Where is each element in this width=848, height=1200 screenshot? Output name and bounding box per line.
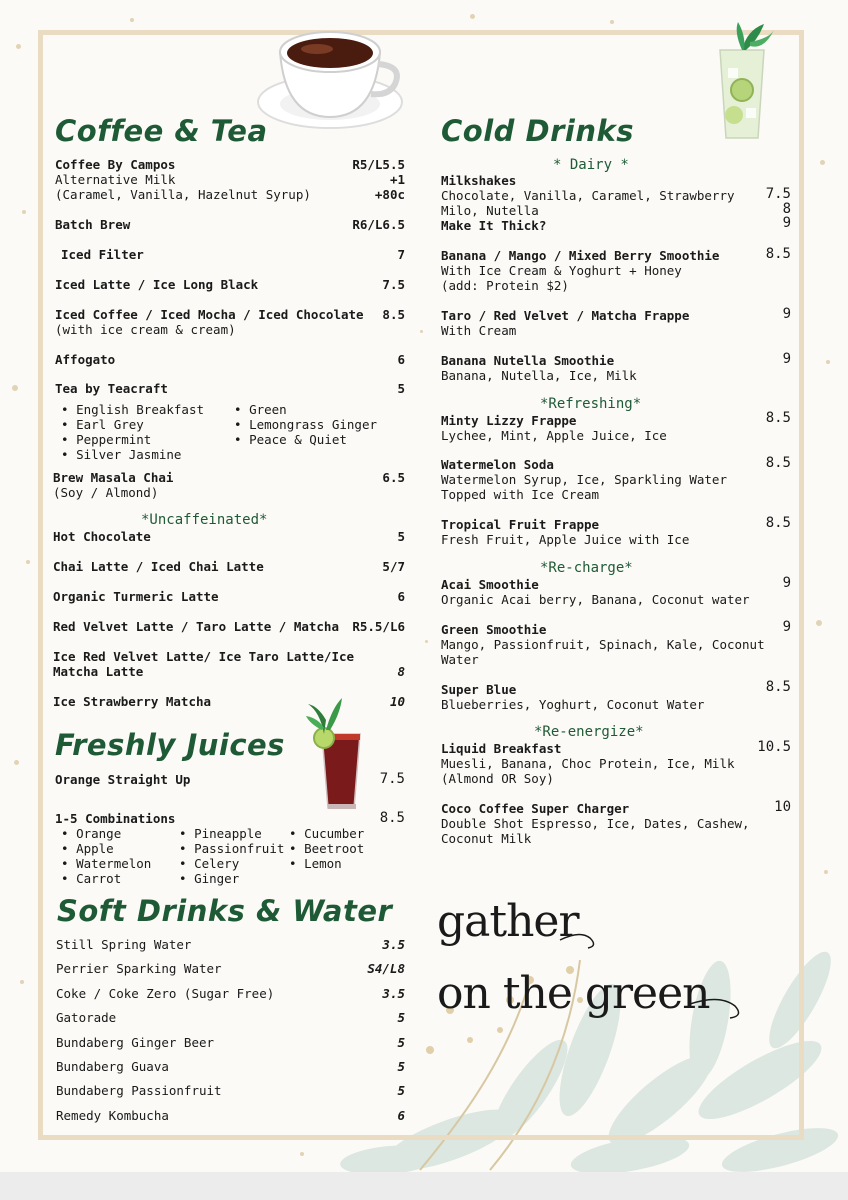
juice-glass-icon (302, 690, 368, 815)
menu-item-desc: Topped with Ice Cream (441, 487, 600, 502)
mojito-glass-icon (712, 20, 777, 145)
menu-item-price: 5 (397, 1059, 405, 1074)
brand-logo-line2: on the green (437, 968, 710, 1019)
recharge-subheading: *Re-charge* (540, 560, 633, 576)
menu-item-price: 9 (782, 351, 791, 367)
juice-option: • Orange (61, 826, 122, 841)
menu-item-price: 6 (397, 1108, 405, 1123)
menu-item-name: Bundaberg Passionfruit (56, 1083, 222, 1098)
menu-item-name: Bundaberg Ginger Beer (56, 1035, 215, 1050)
menu-item-desc: Watermelon Syrup, Ice, Sparkling Water (441, 472, 727, 487)
menu-item-desc: With Cream (441, 323, 517, 338)
menu-item-price: +1 (389, 172, 405, 187)
menu-item-price: 3.5 (382, 986, 405, 1001)
menu-item-name: Matcha Latte (53, 664, 144, 679)
menu-item-name: Gatorade (56, 1010, 117, 1025)
tea-list-item: • Silver Jasmine (61, 447, 182, 462)
menu-item-name: Bundaberg Guava (56, 1059, 169, 1074)
coffee-tea-heading: Coffee & Tea (55, 114, 268, 148)
menu-item-name: Acai Smoothie (441, 577, 539, 592)
menu-item-desc: (Soy / Almond) (53, 485, 159, 500)
menu-item-desc: Coconut Milk (441, 831, 532, 846)
menu-item-desc: Water (441, 652, 479, 667)
menu-item-price: 8.5 (765, 515, 791, 531)
menu-item-price: 5 (397, 381, 405, 396)
menu-item-name: Make It Thick? (441, 218, 547, 233)
menu-item-desc: Banana, Nutella, Ice, Milk (441, 368, 637, 383)
menu-item-price: 9 (782, 215, 791, 231)
menu-item-price: R5.5/L6 (352, 619, 405, 634)
menu-item-desc: Mango, Passionfruit, Spinach, Kale, Coconut (441, 637, 765, 652)
menu-item-price: 5 (397, 529, 405, 544)
menu-item-desc: Organic Acai berry, Banana, Coconut water (441, 592, 750, 607)
menu-item-name: Ice Red Velvet Latte/ Ice Taro Latte/Ice (53, 649, 355, 664)
menu-item-name: Liquid Breakfast (441, 741, 562, 756)
menu-item-price: 6 (397, 352, 405, 367)
menu-item-price: 5 (397, 1083, 405, 1098)
tea-list-item: • Peace & Quiet (234, 432, 347, 447)
juices-heading: Freshly Juices (55, 728, 285, 762)
menu-item-price: +80c (374, 187, 405, 202)
menu-item-price: 10 (389, 694, 405, 709)
menu-item-name: Taro / Red Velvet / Matcha Frappe (441, 308, 690, 323)
juice-option: • Lemon (289, 856, 342, 871)
refreshing-subheading: *Refreshing* (540, 396, 642, 412)
menu-item-desc: Fresh Fruit, Apple Juice with Ice (441, 532, 690, 547)
menu-item-price: 3.5 (382, 937, 405, 952)
menu-item-name: Coco Coffee Super Charger (441, 801, 630, 816)
menu-item-name: Banana Nutella Smoothie (441, 353, 615, 368)
menu-item-name: Red Velvet Latte / Taro Latte / Matcha (53, 619, 339, 634)
menu-item-name: Coke / Coke Zero (Sugar Free) (56, 986, 275, 1001)
menu-item-name: Green Smoothie (441, 622, 547, 637)
menu-item-name: Organic Turmeric Latte (53, 589, 219, 604)
menu-item-name: Iced Coffee / Iced Mocha / Iced Chocolate (55, 307, 364, 322)
menu-item-price: 7.5 (765, 186, 791, 202)
menu-item-desc: Muesli, Banana, Choc Protein, Ice, Milk (441, 756, 735, 771)
menu-item-desc: (Almond OR Soy) (441, 771, 554, 786)
menu-item-price: 7.5 (379, 771, 405, 787)
menu-item-desc: Chocolate, Vanilla, Caramel, Strawberry (441, 188, 735, 203)
menu-item-name: Brew Masala Chai (53, 470, 174, 485)
brand-logo-line1: gather (437, 896, 579, 947)
menu-item-price: 8.5 (765, 679, 791, 695)
juice-option: • Apple (61, 841, 114, 856)
menu-item-name: Batch Brew (55, 217, 131, 232)
juice-option: • Beetroot (289, 841, 365, 856)
juice-option: • Carrot (61, 871, 122, 886)
tea-list-item: • English Breakfast (61, 402, 204, 417)
coffee-cup-icon (255, 22, 405, 142)
bottom-bar (0, 1172, 848, 1200)
menu-item-price: 9 (782, 575, 791, 591)
menu-item-price: 8.5 (765, 246, 791, 262)
menu-item-price: 5/7 (382, 559, 405, 574)
menu-item-price: R5/L5.5 (352, 157, 405, 172)
dairy-subheading: * Dairy * (553, 157, 629, 173)
menu-item-price: 8.5 (379, 810, 405, 826)
menu-item-desc: (add: Protein $2) (441, 278, 569, 293)
tea-list-item: • Earl Grey (61, 417, 144, 432)
menu-item-name: 1-5 Combinations (55, 811, 176, 826)
juice-option: • Celery (179, 856, 240, 871)
menu-item-price: 7.5 (382, 277, 405, 292)
menu-item-name: Iced Latte / Ice Long Black (55, 277, 259, 292)
menu-item-name: Milkshakes (441, 173, 517, 188)
menu-item-price: 10.5 (757, 739, 791, 755)
menu-item-name: Minty Lizzy Frappe (441, 413, 577, 428)
tea-list-item: • Lemongrass Ginger (234, 417, 377, 432)
menu-item-price: 6.5 (382, 470, 405, 485)
juice-option: • Ginger (179, 871, 240, 886)
menu-item-desc: Lychee, Mint, Apple Juice, Ice (441, 428, 667, 443)
uncaffeinated-subheading: *Uncaffeinated* (141, 512, 268, 528)
menu-item-price: 8 (397, 664, 405, 679)
menu-item-name: Iced Filter (61, 247, 144, 262)
menu-item-name: Still Spring Water (56, 937, 192, 952)
menu-item-price: S4/L8 (367, 961, 405, 976)
menu-item-price: 6 (397, 589, 405, 604)
menu-item-name: Super Blue (441, 682, 517, 697)
menu-item-price: 9 (782, 306, 791, 322)
menu-item-price: 7 (397, 247, 405, 262)
menu-item-name: (Caramel, Vanilla, Hazelnut Syrup) (55, 187, 311, 202)
menu-item-price: 5 (397, 1035, 405, 1050)
menu-item-name: Hot Chocolate (53, 529, 151, 544)
menu-item-price: R6/L6.5 (352, 217, 405, 232)
menu-item-price: 5 (397, 1010, 405, 1025)
menu-item-name: Remedy Kombucha (56, 1108, 169, 1123)
menu-item-name: Orange Straight Up (55, 772, 191, 787)
menu-item-desc: Blueberries, Yoghurt, Coconut Water (441, 697, 705, 712)
menu-item-name: Tropical Fruit Frappe (441, 517, 600, 532)
menu-item-name: Watermelon Soda (441, 457, 554, 472)
menu-item-price: 8 (782, 201, 791, 217)
menu-item-desc: Double Shot Espresso, Ice, Dates, Cashew, (441, 816, 750, 831)
menu-item-name: Perrier Sparking Water (56, 961, 222, 976)
logo-flourish (560, 924, 760, 1034)
menu-item-desc: Milo, Nutella (441, 203, 539, 218)
menu-item-name: Ice Strawberry Matcha (53, 694, 212, 709)
menu-item-desc: (with ice cream & cream) (55, 322, 236, 337)
cold-drinks-heading: Cold Drinks (441, 114, 635, 148)
menu-item-name: Banana / Mango / Mixed Berry Smoothie (441, 248, 720, 263)
menu-item-price: 8.5 (765, 410, 791, 426)
menu-item-name: Coffee By Campos (55, 157, 176, 172)
soft-drinks-heading: Soft Drinks & Water (57, 894, 393, 928)
menu-item-desc: With Ice Cream & Yoghurt + Honey (441, 263, 682, 278)
menu-item-price: 8.5 (382, 307, 405, 322)
juice-option: • Watermelon (61, 856, 152, 871)
menu-item-price: 8.5 (765, 455, 791, 471)
juice-option: • Cucumber (289, 826, 365, 841)
tea-list-item: • Peppermint (61, 432, 152, 447)
menu-item-price: 10 (774, 799, 791, 815)
menu-item-name: Chai Latte / Iced Chai Latte (53, 559, 264, 574)
reenergize-subheading: *Re-energize* (534, 724, 644, 740)
menu-item-name: Alternative Milk (55, 172, 176, 187)
menu-item-name: Affogato (55, 352, 116, 367)
menu-item-price: 9 (782, 619, 791, 635)
menu-item-name: Tea by Teacraft (55, 381, 168, 396)
tea-list-item: • Green (234, 402, 287, 417)
juice-option: • Passionfruit (179, 841, 285, 856)
juice-option: • Pineapple (179, 826, 262, 841)
